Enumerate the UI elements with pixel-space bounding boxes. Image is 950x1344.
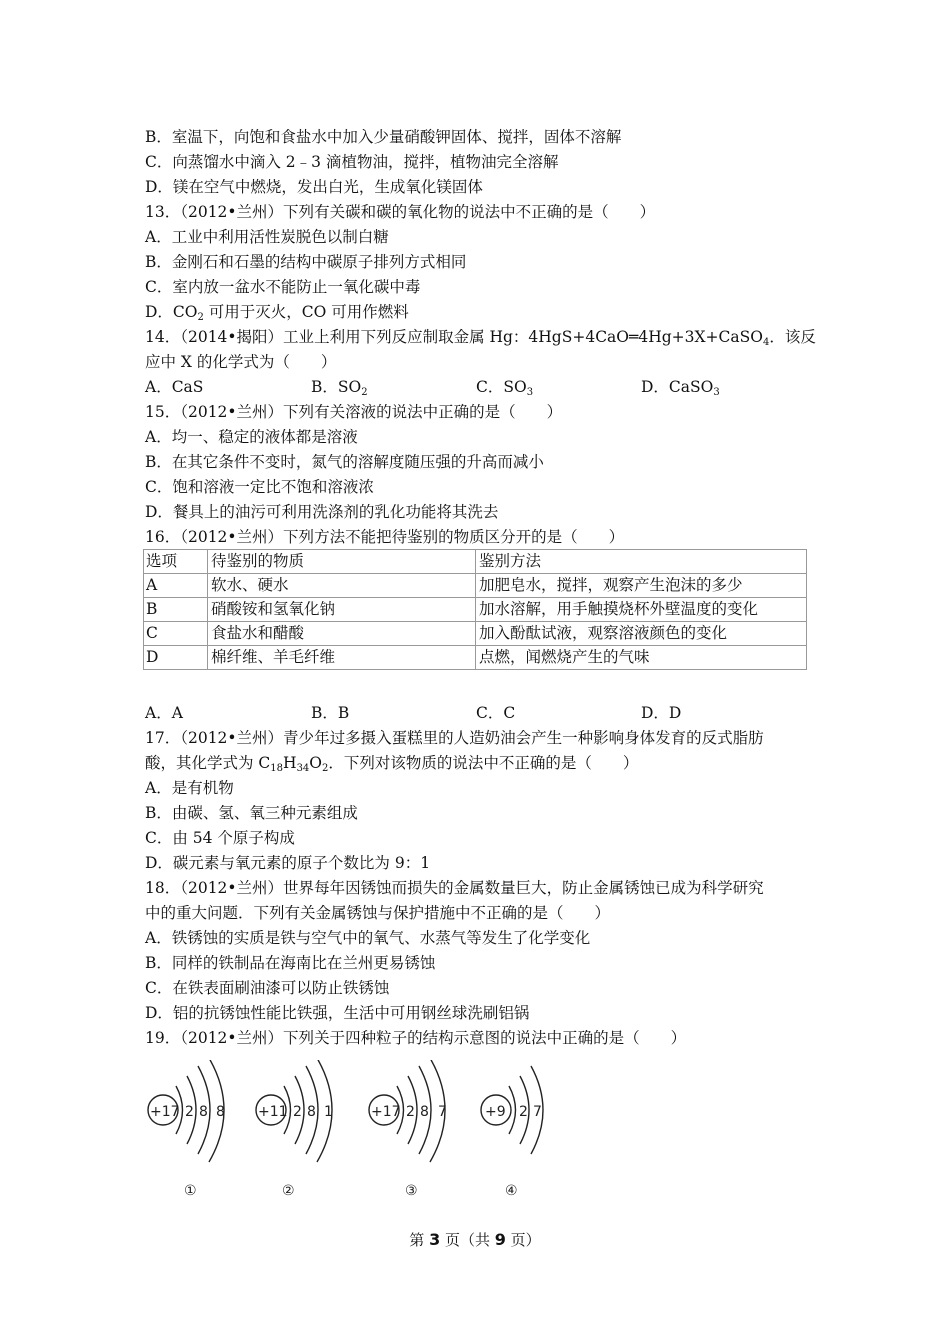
table-row: [144, 574, 807, 598]
table-cell: 食盐水和醋酸: [208, 622, 476, 646]
q13-option-b: B．金刚石和石墨的结构中碳原子排列方式相同: [145, 253, 467, 271]
table-row: [144, 598, 807, 622]
q13-option-a: A．工业中利用活性炭脱色以制白糖: [145, 228, 389, 246]
q16-option-b: B．B: [311, 704, 350, 722]
q12-option-b: B．室温下，向饱和食盐水中加入少量硝酸钾固体、搅拌，固体不溶解: [145, 128, 622, 146]
nucleus-charge: +17: [371, 1104, 401, 1120]
diagram-label: ③: [405, 1183, 418, 1199]
q15-option-b: B．在其它条件不变时，氮气的溶解度随压强的升高而减小: [145, 453, 544, 471]
page-footer: 第 3 页（共 9 页）: [409, 1230, 541, 1249]
shell-electron-count: 2: [406, 1104, 415, 1120]
diagram-label: ①: [184, 1183, 197, 1199]
q15-option-a: A．均一、稳定的液体都是溶液: [145, 428, 358, 446]
nucleus-charge: +11: [258, 1104, 288, 1120]
q16-table: [143, 549, 807, 670]
q12-option-c: C．向蒸馏水中滴入 2﹣3 滴植物油，搅拌，植物油完全溶解: [145, 153, 559, 171]
nucleus-charge: +17: [150, 1104, 180, 1120]
table-cell: 加肥皂水，搅拌，观察产生泡沫的多少: [476, 574, 807, 598]
shell-electron-count: 7: [533, 1104, 542, 1120]
table-cell: 软水、硬水: [208, 574, 476, 598]
table-cell: 鉴别方法: [476, 550, 807, 574]
q14-option-c: C．$SO_3$: [476, 378, 534, 398]
electron-shell-arc: [509, 1086, 516, 1134]
shell-electron-count: 8: [199, 1104, 208, 1120]
shell-electron-count: 2: [293, 1104, 302, 1120]
table-cell: D: [144, 646, 208, 670]
diagram-label: ②: [282, 1183, 295, 1199]
table-row: [144, 622, 807, 646]
table-cell: 待鉴别的物质: [208, 550, 476, 574]
q18-option-a: A．铁锈蚀的实质是铁与空气中的氧气、水蒸气等发生了化学变化: [145, 929, 591, 947]
q17-option-a: A．是有机物: [145, 779, 234, 797]
q18-option-d: D．铝的抗锈蚀性能比铁强，生活中可用钢丝球洗刷铝锅: [145, 1004, 530, 1022]
nucleus-charge: +9: [485, 1104, 506, 1120]
q18-option-b: B．同样的铁制品在海南比在兰州更易锈蚀: [145, 954, 436, 972]
atom-structure-diagrams: [140, 1060, 580, 1210]
q17-stem-line2: 酸，其化学式为 $C_{18}H_{34}O_2$．下列对该物质的说法中不正确的是（ ）: [145, 754, 639, 774]
q17-stem-line1: 17．（2012•兰州）青少年过多摄入蛋糕里的人造奶油会产生一种影响身体发育的反式脂肪: [145, 729, 764, 747]
table-cell: B: [144, 598, 208, 622]
q14-option-d: D．CaSO$_3$: [641, 378, 720, 398]
table-cell: 棉纤维、羊毛纤维: [208, 646, 476, 670]
q16-option-a: A．A: [145, 704, 183, 722]
diagram-label: ④: [505, 1183, 518, 1199]
table-cell: C: [144, 622, 208, 646]
shell-electron-count: 2: [519, 1104, 528, 1120]
q14-option-a: A．CaS: [145, 378, 204, 396]
q12-option-d: D．镁在空气中燃烧，发出白光，生成氧化镁固体: [145, 178, 483, 196]
table-header-row: [144, 550, 807, 574]
q16-option-d: D．D: [641, 704, 682, 722]
table-row: [144, 646, 807, 670]
q19-stem: 19．（2012•兰州）下列关于四种粒子的结构示意图的说法中正确的是（ ）: [145, 1029, 687, 1047]
shell-electron-count: 1: [324, 1104, 333, 1120]
q13-option-d: D．$CO_2$ 可用于灭火，CO 可用作燃料: [145, 303, 409, 323]
q15-option-c: C．饱和溶液一定比不饱和溶液浓: [145, 478, 374, 496]
table-cell: 加水溶解，用手触摸烧杯外壁温度的变化: [476, 598, 807, 622]
q17-option-b: B．由碳、氢、氧三种元素组成: [145, 804, 358, 822]
q16-option-c: C．C: [476, 704, 516, 722]
shell-electron-count: 7: [438, 1104, 447, 1120]
current-page-number: 3: [429, 1230, 441, 1249]
shell-electron-count: 8: [307, 1104, 316, 1120]
shell-electron-count: 8: [420, 1104, 429, 1120]
q17-option-d: D．碳元素与氧元素的原子个数比为 9：1: [145, 854, 431, 872]
q13-option-c: C．室内放一盆水不能防止一氧化碳中毒: [145, 278, 421, 296]
table-cell: 选项: [144, 550, 208, 574]
q17-option-c: C．由 54 个原子构成: [145, 829, 295, 847]
table-cell: A: [144, 574, 208, 598]
q18-stem-line1: 18．（2012•兰州）世界每年因锈蚀而损失的金属数量巨大，防止金属锈蚀已成为科学研究: [145, 879, 764, 897]
q14-stem-line1: 14．（2014•揭阳）工业上利用下列反应制取金属 Hg：4HgS+4CaO═4Hg+3X+CaSO$_4$．该反: [145, 328, 816, 348]
q15-stem: 15．（2012•兰州）下列有关溶液的说法中正确的是（ ）: [145, 403, 563, 421]
shell-electron-count: 8: [216, 1104, 225, 1120]
q15-option-d: D．餐具上的油污可利用洗涤剂的乳化功能将其洗去: [145, 503, 499, 521]
table-cell: 硝酸铵和氢氧化钠: [208, 598, 476, 622]
table-cell: 点燃，闻燃烧产生的气味: [476, 646, 807, 670]
q16-stem: 16．（2012•兰州）下列方法不能把待鉴别的物质区分开的是（ ）: [145, 528, 625, 546]
table-cell: 加入酚酞试液，观察溶液颜色的变化: [476, 622, 807, 646]
total-page-count: 9: [494, 1230, 506, 1249]
shell-electron-count: 2: [185, 1104, 194, 1120]
q18-stem-line2: 中的重大问题．下列有关金属锈蚀与保护措施中不正确的是（ ）: [145, 904, 611, 922]
q18-option-c: C．在铁表面刷油漆可以防止铁锈蚀: [145, 979, 390, 997]
q14-option-b: B．$SO_2$: [311, 378, 368, 398]
q13-stem: 13．（2012•兰州）下列有关碳和碳的氧化物的说法中不正确的是（ ）: [145, 203, 656, 221]
q14-stem-line2: 应中 X 的化学式为（ ）: [145, 353, 337, 371]
